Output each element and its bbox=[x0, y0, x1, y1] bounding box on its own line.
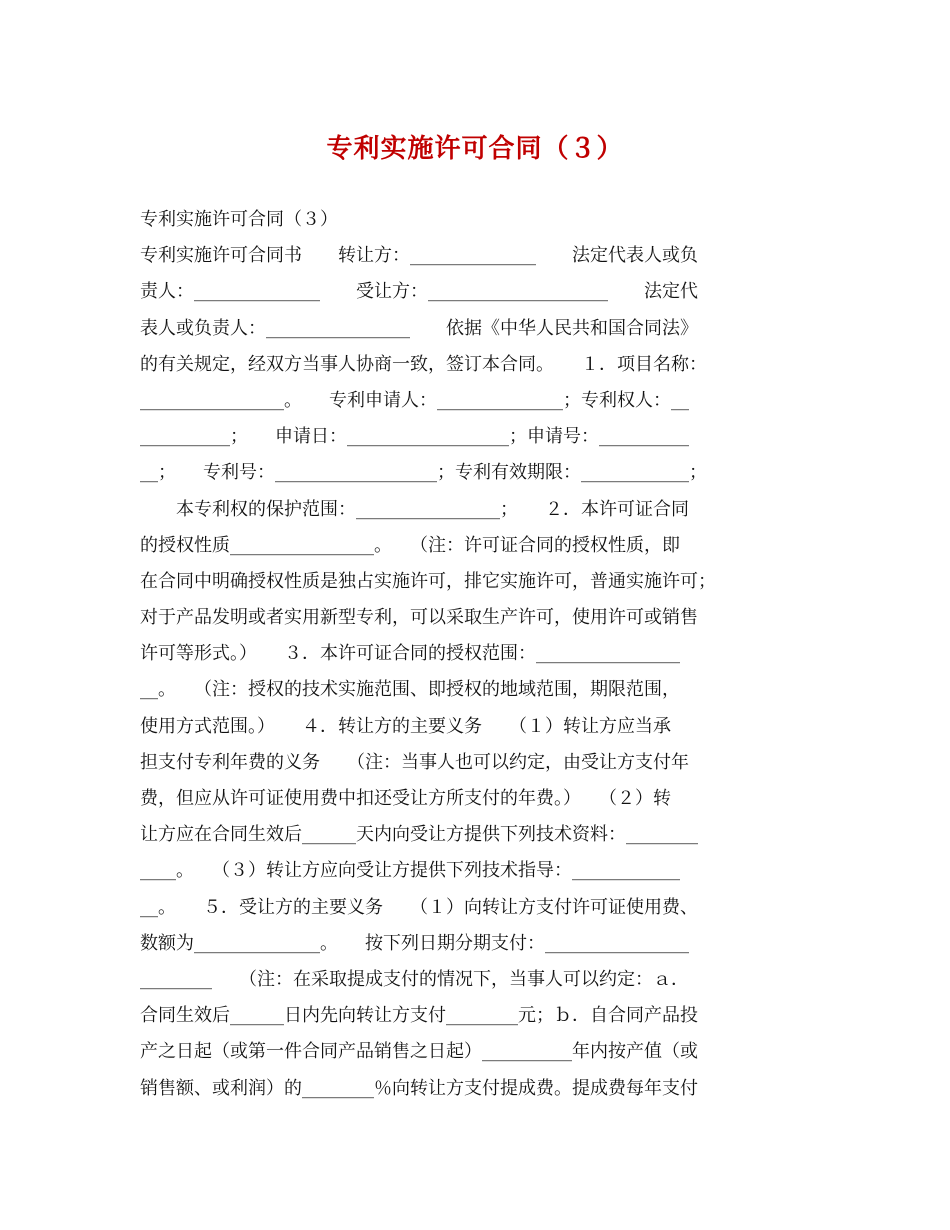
document-body bbox=[140, 202, 820, 1107]
body-line: 责人：______________ 受让方：____________________ 法定代 bbox=[140, 281, 698, 303]
body-line: 的授权性质________________。 （注：许可证合同的授权性质，即 bbox=[140, 534, 680, 556]
body-line: 使用方式范围。） ４．转让方的主要义务 （１）转让方应当承 bbox=[140, 715, 671, 737]
body-line: 在合同中明确授权性质是独占实施许可，排它实施许可，普通实施许可； bbox=[140, 570, 716, 592]
body-line: 专利实施许可合同（３） bbox=[140, 209, 338, 230]
body-line: 本专利权的保护范围：________________； ２．本许可证合同 bbox=[140, 498, 689, 520]
body-line: 许可等形式。） ３．本许可证合同的授权范围：________________ bbox=[140, 643, 680, 665]
body-line: 的有关规定，经双方当事人协商一致，签订本合同。 １．项目名称： bbox=[140, 353, 707, 375]
body-line: 担支付专利年费的义务 （注：当事人也可以约定，由受让方支付年 bbox=[140, 751, 689, 773]
document-title: 专利实施许可合同（３） bbox=[326, 134, 624, 164]
body-line: 销售额、或利润）的________％向转让方支付提成费。提成费每年支付 bbox=[140, 1077, 698, 1099]
body-line: __。 ５．受让方的主要义务 （１）向转让方支付许可证使用费、 bbox=[140, 896, 698, 918]
body-line: 费，但应从许可证使用费中扣还受让方所支付的年费。） （２）转 bbox=[140, 788, 671, 809]
body-line: __。 （注：授权的技术实施范围、即授权的地域范围，期限范围， bbox=[140, 679, 680, 701]
body-line: __________； 申请日：__________________；申请号：__________ bbox=[140, 426, 689, 448]
body-line: 表人或负责人：________________ 依据《中华人民共和国合同法》 bbox=[140, 317, 698, 339]
body-line: 产之日起（或第一件合同产品销售之日起）__________年内按产值（或 bbox=[140, 1041, 698, 1063]
body-line: 让方应在合同生效后______天内向受让方提供下列技术资料：________ bbox=[140, 824, 698, 846]
body-line: __； 专利号：__________________；专利有效期限：____________； bbox=[140, 462, 707, 484]
body-line: 合同生效后______日内先向转让方支付________元；ｂ．自合同产品投 bbox=[140, 1005, 698, 1027]
body-line: 对于产品发明或者实用新型专利，可以采取生产许可，使用许可或销售 bbox=[140, 607, 698, 629]
body-line: ________________。 专利申请人：______________；专利权人：__ bbox=[140, 389, 689, 411]
body-line: 数额为______________。 按下列日期分期支付：________________ bbox=[140, 932, 689, 954]
body-line: ________ （注：在采取提成支付的情况下，当事人可以约定：ａ． bbox=[140, 968, 689, 990]
body-line: 专利实施许可合同书 转让方：______________ 法定代表人或负 bbox=[140, 245, 698, 267]
body-line: ____。 （３）转让方应向受让方提供下列技术指导：____________ bbox=[140, 860, 680, 882]
